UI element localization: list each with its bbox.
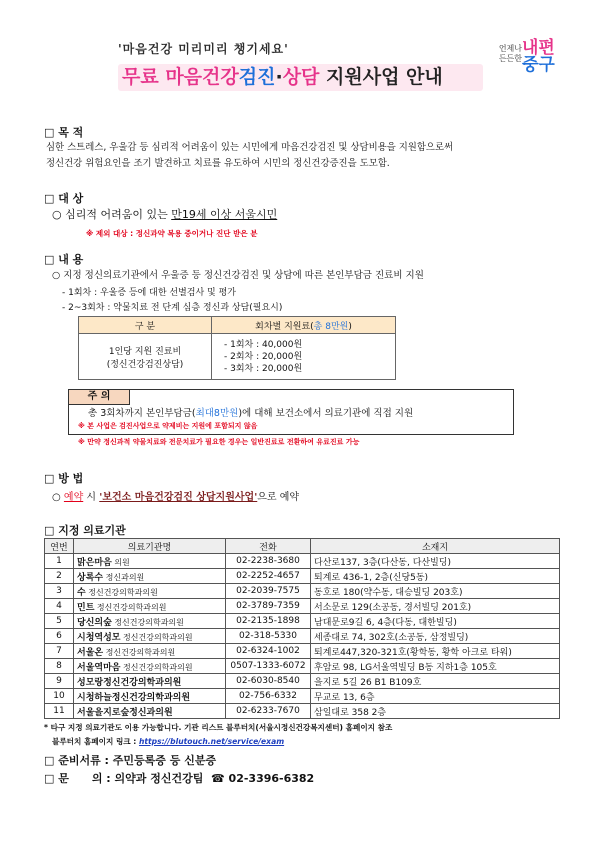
method-heading: □ 방 법 [44,472,84,485]
row-no: 7 [45,644,74,659]
clinic-name-main: 서울을지로숲정신과의원 [77,707,173,718]
clinic-name-main: 시청역성모 [77,632,121,643]
row-name [74,674,226,689]
fee-row-values [212,334,396,380]
row-no: 10 [45,689,74,704]
row-name [74,644,226,659]
content-line-3: - 2~3회차 : 약물치료 전 단계 심층 정신과 상담(필요시) [62,303,283,313]
clinic-name-suffix: 의원 [111,557,130,567]
fee-header-amount-b: 총 8만원 [313,321,349,332]
table-row [45,614,560,629]
row-addr: 세종대로 74, 302호(소공동, 삼정빌딩) [311,629,560,644]
fee-header-amount [212,317,396,334]
row-addr: 삼일대로 358 2층 [311,704,560,719]
logo-line-1: 내편 [522,38,555,58]
row-tel: 02-6233-7670 [226,704,311,719]
target-age: 만19세 이상 서울시민 [171,208,278,221]
slogan: '마음건강 미리미리 챙기세요' [118,42,289,56]
logo-tagline-1: 언제나 [498,44,522,53]
fee-row-label [79,334,212,380]
logo-line-2: 중구 [522,55,555,75]
page-title [118,64,483,91]
method-bullet: ○ [52,492,64,503]
row-addr: 서소문로 129(소공동, 경서빌딩 201호) [311,599,560,614]
caution-line-2: ※ 본 사업은 검진사업으로 약제비는 지원에 포함되지 않음 [78,422,258,430]
exclusion-note: ※ 제외 대상 : 정신과약 복용 중이거나 진단 받은 분 [86,229,258,238]
clinic-name-suffix: 정신건강의학과의원 [85,587,158,597]
row-addr: 동호로 180(약수동, 대승빌딩 203호) [311,584,560,599]
footer-link-label: 블루터치 홈페이지 링크 : [52,737,139,746]
row-tel: 0507-1333-6072 [226,659,311,674]
fee-round-3: - 3회차 : 20,000원 [224,363,303,374]
table-row [45,584,560,599]
logo-tagline-2: 든든한 [498,54,522,63]
clinic-name-main: 서울역마음 [77,662,121,673]
clinic-name-suffix: 정신건강의학과의원 [94,602,167,612]
clinic-name-suffix: 정신건강의학과의원 [103,647,176,657]
row-no: 9 [45,674,74,689]
col-addr: 소재지 [311,539,560,554]
table-row [45,689,560,704]
clinic-name-suffix: 정신건강의학과의원 [111,617,184,627]
contact [44,770,314,786]
caution-line-1c: )에 대해 보건소에서 의료기관에 직접 지원 [238,408,414,419]
clinic-name-main: 성모랑정신건강의학과의원 [77,677,182,688]
col-no: 연번 [45,539,74,554]
title-part-4: 상담 [282,66,320,88]
row-tel: 02-318-5330 [226,629,311,644]
row-name [74,629,226,644]
col-name: 의료기관명 [74,539,226,554]
clinics-table [44,538,560,719]
contact-label: □ 문 의 : 의약과 정신건강팀 [44,772,212,785]
purpose-heading: □ 목 적 [44,126,84,139]
method-tail: 으로 예약 [257,492,300,503]
row-tel: 02-2039-7575 [226,584,311,599]
row-tel: 02-2252-4657 [226,569,311,584]
fee-round-2: - 2회차 : 20,000원 [224,351,303,362]
caution-line-1b: 최대8만원 [195,408,239,419]
row-no: 4 [45,599,74,614]
clinics-heading: □ 지정 의료기관 [44,524,126,537]
content-line-2: - 1회차 : 우울증 등에 대한 선별검사 및 평가 [62,288,236,298]
content-line-1: ○ 지정 정신의료기관에서 우울증 등 정신건강검진 및 상담에 따른 본인부담금 진료비 지원 [52,270,424,281]
fee-header-amount-c: ) [348,321,352,332]
row-name [74,599,226,614]
row-no: 8 [45,659,74,674]
clinic-name-main: 민트 [77,602,95,613]
row-name [74,689,226,704]
method-when: 시 [83,492,100,503]
clinic-name-main: 수 [77,587,86,598]
title-part-5: 지원사업 안내 [319,66,443,88]
table-row [45,659,560,674]
fee-round-1: - 1회차 : 40,000원 [224,339,303,350]
target-line [52,207,277,223]
clinic-name-suffix: 정신건강의학과의원 [120,662,193,672]
row-no: 5 [45,614,74,629]
row-addr: 다산로137, 3층(다산동, 다산빌딩) [311,554,560,569]
row-no: 1 [45,554,74,569]
table-row [45,569,560,584]
row-no: 11 [45,704,74,719]
row-tel: 02-6030-8540 [226,674,311,689]
logo-tagline [486,44,522,64]
footer-note-1: * 타구 지정 의료기관도 이용 가능합니다. 기관 리스트 블루터치(서울시정신건강복지센터) 홈페이지 참조 [44,723,393,732]
row-name [74,569,226,584]
title-part-2: 검진 [238,66,276,88]
row-name [74,554,226,569]
row-name [74,659,226,674]
table-row [45,554,560,569]
title-part-1: 무료 마음건강 [122,66,239,88]
method-reserve: 예약 [63,492,84,503]
purpose-line-1: 심한 스트레스, 우울감 등 심리적 어려움이 있는 시민에게 마음건강검진 및 상담비용을 지원함으로써 [46,142,454,153]
clinic-name-main: 맑은마음 [77,557,112,568]
row-tel: 02-756-6332 [226,689,311,704]
row-addr: 남대문로9길 6, 4층(다동, 대한빌딩) [311,614,560,629]
table-row [45,674,560,689]
junggu-logo [522,40,555,74]
clinic-name-main: 당신의숲 [77,617,112,628]
row-tel: 02-6324-1002 [226,644,311,659]
row-name [74,584,226,599]
method-line [52,488,299,503]
table-row [45,644,560,659]
table-row [45,599,560,614]
caution-header: 주 의 [68,389,130,405]
clinic-name-suffix: 정신건강의학과의원 [120,632,193,642]
fee-row-label-2: (정신건강검진상담) [106,359,184,370]
row-no: 6 [45,629,74,644]
fee-header-amount-a: 회차별 지원료( [255,321,314,332]
caution-line-1a: 총 3회차까지 본인부담금( [88,408,196,419]
target-prefix: ○ 심리적 어려움이 있는 [52,208,172,221]
required-docs: □ 준비서류 : 주민등록증 등 신분증 [44,754,217,767]
row-tel: 02-2238-3680 [226,554,311,569]
contact-phone: ☎ 02-3396-6382 [211,772,315,785]
clinic-name-main: 상록수 [77,572,104,583]
row-addr: 무교로 13, 6층 [311,689,560,704]
fee-row-label-1: 1인당 지원 진료비 [108,346,182,357]
clinic-name-suffix: 정신과의원 [103,572,145,582]
row-addr: 을지로 5길 26 B1 B109호 [311,674,560,689]
row-name [74,704,226,719]
clinic-name-main: 서울온 [77,647,104,658]
fee-header-category: 구 분 [79,317,212,334]
row-addr: 퇴계로 436-1, 2층(신당5동) [311,569,560,584]
row-addr: 퇴계로447,320-321호(황학동, 황학 아크로 타워) [311,644,560,659]
content-heading: □ 내 용 [44,253,84,266]
caution-line-1 [88,405,413,419]
table-row [45,629,560,644]
row-tel: 02-3789-7359 [226,599,311,614]
fee-table [78,316,396,380]
row-no: 3 [45,584,74,599]
row-no: 2 [45,569,74,584]
target-heading: □ 대 상 [44,192,84,205]
table-row [45,704,560,719]
clinic-name-main: 시청하늘정신건강의학과의원 [77,692,191,703]
purpose-text [46,140,566,172]
bluetouch-link[interactable]: https://blutouch.net/service/exam [138,737,285,746]
title-part-3: · [275,66,283,88]
col-tel: 전화 [226,539,311,554]
method-program: '보건소 마음건강검진 상담지원사업' [99,492,258,503]
footer-note-2 [52,736,284,747]
row-addr: 후암로 98, LG서울역빌딩 B동 지하1층 105호 [311,659,560,674]
row-name [74,614,226,629]
purpose-line-2: 정신건강 위험요인을 조기 발견하고 치료를 유도하여 시민의 정신건강증진을 도모함. [46,158,390,169]
caution-line-3: ※ 만약 정신과적 약물치료와 전문치료가 필요한 경우는 일반진료로 전환하여 유료진료 가능 [78,438,360,446]
row-tel: 02-2135-1898 [226,614,311,629]
